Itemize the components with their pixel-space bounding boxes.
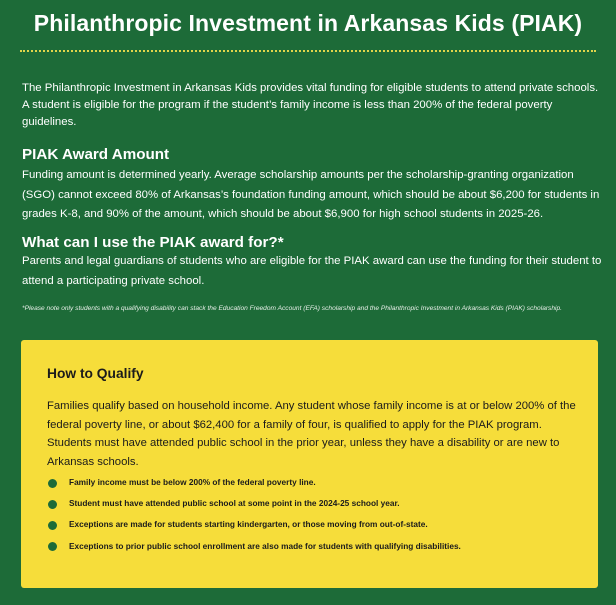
page-title: Philanthropic Investment in Arkansas Kids (PIAK)	[33, 10, 583, 36]
bullet-text: Exceptions to prior public school enrollment are also made for students with qualifying disabilities.	[69, 540, 461, 551]
bullet-dot-icon	[48, 500, 57, 509]
bullet-text: Student must have attended public school at some point in the 2024-25 school year.	[69, 498, 400, 509]
bullet-dot-icon	[48, 542, 57, 551]
footnote: *Please note only students with a qualifying disability can stack the Education Freedom Account (EFA) scholarship and the Philanthropic Investment in Arkansas Kids (PIAK) scholarship.	[22, 305, 562, 312]
how-to-qualify-paragraph: Families qualify based on household income. Any student whose family income is at or below 200% of the federal poverty line, or about $62,400 for a family of four, is qualified to apply for the PIAK program. Students must have attended public school in the prior year, unless they have a disability or are new to Arkansas schools.	[47, 400, 576, 468]
how-to-qualify-heading: How to Qualify	[47, 366, 144, 381]
award-use-paragraph: Parents and legal guardians of students who are eligible for the PIAK award can use the funding for their student to attend a participating private school.	[22, 255, 602, 287]
award-use-heading: What can I use the PIAK award for?*	[22, 234, 284, 251]
list-item	[47, 518, 577, 539]
award-amount-heading: PIAK Award Amount	[22, 146, 170, 163]
award-amount-paragraph: Funding amount is determined yearly. Average scholarship amounts per the scholarship-granting organization (SGO) cannot exceed 80% of Arkansas’s foundation funding amount, which should be about $6,200 for students in grades K-8, and 90% of the amount, which should be about $6,900 for high school students in 2025-26.	[22, 169, 600, 220]
intro-paragraph: The Philanthropic Investment in Arkansas Kids provides vital funding for eligible students to attend private schools. A student is eligible for the program if the student’s family income is less than 200% of the federal poverty guidelines.	[22, 82, 599, 128]
bullet-dot-icon	[48, 521, 57, 530]
list-item	[47, 540, 577, 561]
qualify-bullet-list	[47, 476, 577, 561]
bullet-dot-icon	[48, 479, 57, 488]
dotted-divider	[20, 50, 596, 52]
bullet-text: Family income must be below 200% of the federal poverty line.	[69, 477, 316, 487]
bullet-text: Exceptions are made for students starting kindergarten, or those moving from out-of-state.	[69, 519, 428, 530]
list-item	[47, 497, 577, 518]
how-to-qualify-card	[21, 340, 598, 588]
list-item	[47, 476, 577, 497]
